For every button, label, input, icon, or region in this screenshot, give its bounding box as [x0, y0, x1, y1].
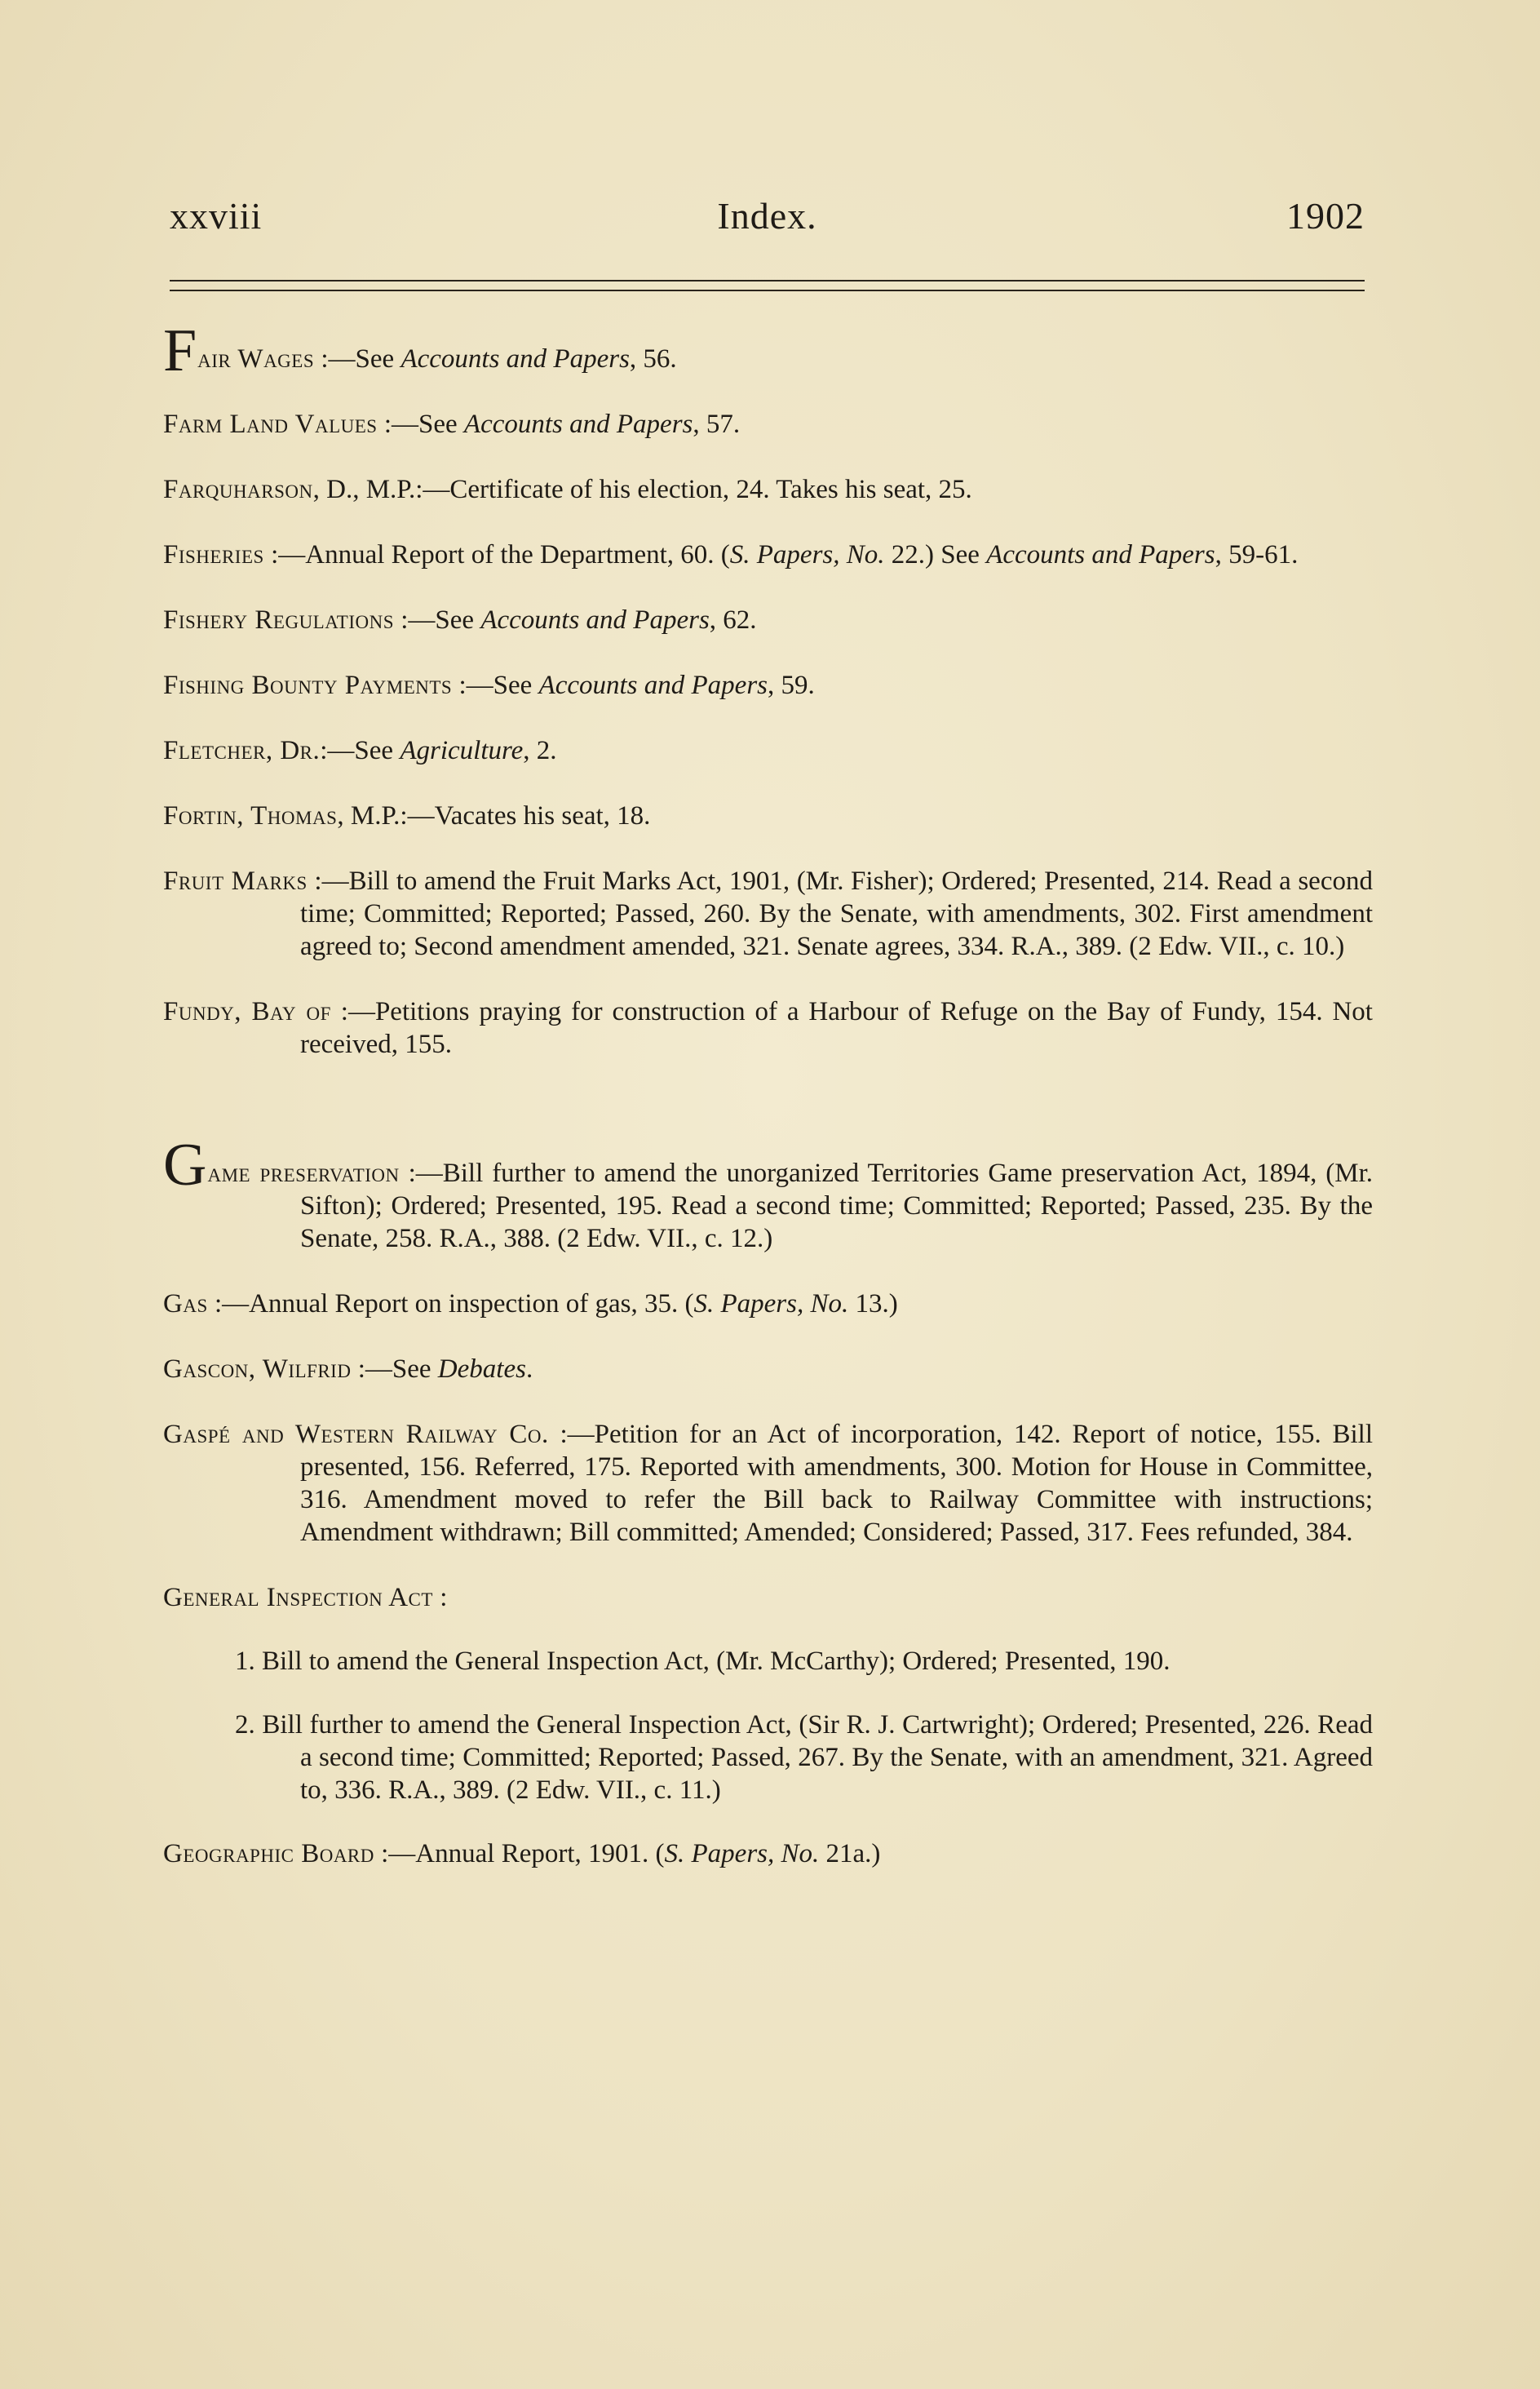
cross-reference: Accounts and Papers: [463, 410, 693, 439]
entry-game-preservation: [163, 1132, 1373, 1255]
entry-head: Gascon, Wilfrid: [163, 1354, 352, 1384]
entry-text: :—Bill to amend the Fruit Marks Act, 1901, (Mr. Fisher); Ordered; Presented, 214. Read a second time; Committed; Reported; Passed, 260. By the Senate, with amendments, 302. First amendment agreed to; Second amendment amended, 321. Senate agrees, 334. R.A., 389. (2 Edw. VII., c. 10.): [300, 867, 1373, 961]
entry-head: Fisheries: [163, 540, 264, 570]
cross-reference: S. Papers, No.: [664, 1839, 820, 1868]
sub-entry-1: 1. Bill to amend the General Inspection Act, (Mr. McCarthy); Ordered; Presented, 190.: [235, 1647, 1170, 1676]
cross-reference: S. Papers, No.: [693, 1289, 849, 1319]
entry-text: 13.): [848, 1289, 898, 1319]
entry-head: air Wages: [197, 344, 315, 374]
entry-fruit-marks: [163, 865, 1373, 963]
cross-reference: Accounts and Papers: [400, 344, 630, 374]
entry-text: :—See: [320, 736, 400, 765]
entry-text: , M.P.:—Vacates his seat, 18.: [337, 801, 651, 831]
entry-text: :—See: [377, 410, 464, 439]
entry-head: General Inspection Act: [163, 1583, 433, 1612]
entry-text: :—Petitions praying for construction of a Harbour of Refuge on the Bay of Fundy, 154. Not received, 155.: [300, 997, 1373, 1059]
entry-head: Geographic Board: [163, 1839, 374, 1868]
entry-text: , 56.: [629, 344, 677, 374]
entry-text: , 59.: [768, 671, 815, 700]
entry-text: :—See: [351, 1354, 438, 1384]
entry-head: Gaspé and Western Railway Co.: [163, 1420, 549, 1449]
entry-gascon: [163, 1353, 1373, 1385]
header-double-rule: [170, 280, 1365, 291]
entry-fishery-regulations: [163, 604, 1373, 636]
entry-general-inspection-act: [163, 1581, 1373, 1614]
entry-text: , 62.: [709, 605, 757, 635]
entry-text: :—Bill further to amend the unorganized Territories Game preservation Act, 1894, (Mr. Sifton); Ordered; Presented, 195. Read a second time; Committed; Reported; Passed, 235. By the Senate, 258. R.A., 388. (2 Edw. VII., c. 12.): [300, 1159, 1373, 1253]
entry-text: , 59-61.: [1215, 540, 1299, 570]
entry-geographic-board: [163, 1837, 1373, 1870]
running-header: [170, 194, 1365, 251]
page-number: xxviii: [170, 195, 263, 237]
entry-text: 22.) See: [884, 540, 987, 570]
entry-head: Gas: [163, 1289, 208, 1319]
entry-text: , 57.: [693, 410, 741, 439]
entry-fair-wages: [163, 317, 1373, 384]
entry-text: 21a.): [819, 1839, 881, 1868]
entry-head: Farm Land Values: [163, 410, 378, 439]
entry-head: Fruit Marks: [163, 867, 308, 896]
entry-text: , D., M.P.:—Certificate of his election, 24. Takes his seat, 25.: [312, 475, 972, 504]
entry-head: Fishing Bounty Payments: [163, 671, 453, 700]
entry-text: :—See: [314, 344, 401, 374]
entry-text: :: [432, 1583, 448, 1612]
entry-head: Fletcher, Dr.: [163, 736, 321, 765]
drop-initial: F: [163, 317, 197, 384]
cross-reference: Accounts and Papers: [538, 671, 768, 700]
entry-fundy: [163, 995, 1373, 1061]
cross-reference: Debates: [437, 1354, 526, 1384]
cross-reference: Accounts and Papers: [986, 540, 1215, 570]
entry-fisheries: [163, 539, 1373, 571]
entry-text: :—Annual Report, 1901. (: [374, 1839, 665, 1868]
index-entries: [163, 317, 1373, 1870]
cross-reference: Agriculture: [400, 736, 524, 765]
entry-fishing-bounty-payments: [163, 669, 1373, 702]
page-title: Index.: [717, 195, 817, 237]
cross-reference: S. Papers, No.: [729, 540, 885, 570]
entry-fortin: [163, 800, 1373, 832]
sub-entry-2: 2. Bill further to amend the General Inspection Act, (Sir R. J. Cartwright); Ordered; Presented, 226. Read a second time; Committed; Reported; Passed, 267. By the Senate, with an amendment, 321. Agreed to, 336. R.A., 389. (2 Edw. VII., c. 11.): [235, 1710, 1373, 1805]
entry-head: Fortin, Thomas: [163, 801, 338, 831]
entry-text: :—See: [452, 671, 539, 700]
entry-farm-land-values: [163, 408, 1373, 441]
entry-text: :—See: [394, 605, 481, 635]
cross-reference: Accounts and Papers: [480, 605, 710, 635]
entry-gaspe-railway: [163, 1418, 1373, 1549]
entry-text: :—Annual Report of the Department, 60. (: [263, 540, 730, 570]
entry-text: , 2.: [523, 736, 557, 765]
entry-fletcher: [163, 734, 1373, 767]
entry-head: Fundy, Bay of: [163, 997, 331, 1026]
entry-head: ame preservation: [207, 1159, 400, 1188]
entry-text: .: [525, 1354, 533, 1384]
entry-text: :—Petition for an Act of incorporation, 142. Report of notice, 155. Bill presented, 156. Referred, 175. Reported with amendments, 300. Motion for House in Committee, 316. Amendment moved to refer the Bill back to Railway Committee with instructions; Amendment withdrawn; Bill committed; Amended; Considered; Passed, 317. Fees refunded, 384.: [300, 1420, 1373, 1547]
year: 1902: [1286, 195, 1365, 237]
entry-head: Farquharson: [163, 475, 313, 504]
entry-farquharson: [163, 473, 1373, 506]
entry-gas: [163, 1288, 1373, 1320]
entry-head: Fishery Regulations: [163, 605, 395, 635]
drop-initial: G: [163, 1132, 207, 1199]
entry-text: :—Annual Report on inspection of gas, 35. (: [207, 1289, 694, 1319]
